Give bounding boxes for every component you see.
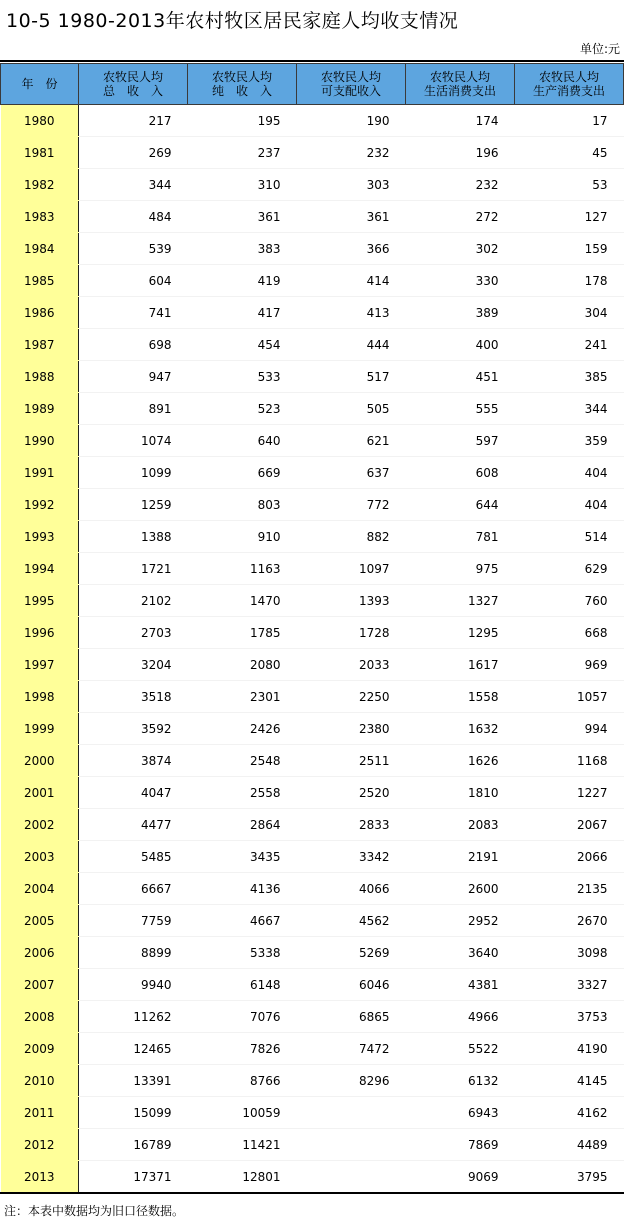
production-expenditure-cell: 668 [515,617,624,649]
net-income-cell: 383 [188,233,297,265]
disposable-income-cell: 3342 [297,841,406,873]
disposable-income-cell: 2520 [297,777,406,809]
total-income-cell: 1721 [79,553,188,585]
production-expenditure-cell: 3753 [515,1001,624,1033]
production-expenditure-cell: 3327 [515,969,624,1001]
year-cell: 2011 [1,1097,79,1129]
table-row [1,969,624,1001]
total-income-cell: 15099 [79,1097,188,1129]
year-cell: 2012 [1,1129,79,1161]
total-income-cell: 741 [79,297,188,329]
production-expenditure-cell: 969 [515,649,624,681]
year-cell: 1999 [1,713,79,745]
total-income-cell: 1259 [79,489,188,521]
living-expenditure-cell: 7869 [406,1129,515,1161]
production-expenditure-cell: 53 [515,169,624,201]
production-expenditure-cell: 45 [515,137,624,169]
net-income-cell: 669 [188,457,297,489]
total-income-cell: 891 [79,393,188,425]
table-row [1,489,624,521]
year-cell: 1983 [1,201,79,233]
total-income-cell: 12465 [79,1033,188,1065]
table-row [1,361,624,393]
disposable-income-cell: 772 [297,489,406,521]
data-table [0,63,624,1193]
year-cell: 2008 [1,1001,79,1033]
living-expenditure-cell: 4966 [406,1001,515,1033]
net-income-cell: 910 [188,521,297,553]
net-income-cell: 454 [188,329,297,361]
total-income-cell: 698 [79,329,188,361]
production-expenditure-cell: 1057 [515,681,624,713]
production-expenditure-cell: 760 [515,585,624,617]
year-cell: 1990 [1,425,79,457]
top-rule [0,60,624,62]
net-income-cell: 4667 [188,905,297,937]
year-cell: 1986 [1,297,79,329]
total-income-cell: 1099 [79,457,188,489]
year-cell: 1981 [1,137,79,169]
net-income-cell: 8766 [188,1065,297,1097]
unit-label: 单位:元 [579,42,620,56]
net-income-cell: 2548 [188,745,297,777]
disposable-income-cell: 7472 [297,1033,406,1065]
bottom-rule [0,1192,624,1194]
net-income-cell: 2426 [188,713,297,745]
living-expenditure-cell: 2600 [406,873,515,905]
table-row [1,1161,624,1193]
net-income-cell: 4136 [188,873,297,905]
living-expenditure-cell: 400 [406,329,515,361]
net-income-cell: 2558 [188,777,297,809]
net-income-cell: 11421 [188,1129,297,1161]
net-income-cell: 1163 [188,553,297,585]
table-row [1,329,624,361]
disposable-income-cell: 637 [297,457,406,489]
living-expenditure-cell: 597 [406,425,515,457]
table-row [1,137,624,169]
production-expenditure-cell: 2066 [515,841,624,873]
production-expenditure-cell: 304 [515,297,624,329]
production-expenditure-cell: 2670 [515,905,624,937]
production-expenditure-cell: 385 [515,361,624,393]
production-expenditure-cell: 1168 [515,745,624,777]
year-cell: 2003 [1,841,79,873]
table-row [1,585,624,617]
year-cell: 1995 [1,585,79,617]
year-cell: 1984 [1,233,79,265]
header-year: 年 份 [1,64,79,105]
total-income-cell: 3592 [79,713,188,745]
production-expenditure-cell: 127 [515,201,624,233]
table-row [1,1097,624,1129]
net-income-cell: 523 [188,393,297,425]
disposable-income-cell: 621 [297,425,406,457]
production-expenditure-cell: 4145 [515,1065,624,1097]
production-expenditure-cell: 1227 [515,777,624,809]
production-expenditure-cell: 159 [515,233,624,265]
production-expenditure-cell: 2067 [515,809,624,841]
table-row [1,809,624,841]
year-cell: 1987 [1,329,79,361]
total-income-cell: 484 [79,201,188,233]
total-income-cell: 5485 [79,841,188,873]
disposable-income-cell: 444 [297,329,406,361]
year-cell: 1982 [1,169,79,201]
net-income-cell: 237 [188,137,297,169]
table-row [1,649,624,681]
net-income-cell: 5338 [188,937,297,969]
table-row [1,169,624,201]
footnote: 注：本表中数据均为旧口径数据。 [4,1204,185,1218]
disposable-income-cell: 505 [297,393,406,425]
disposable-income-cell: 2380 [297,713,406,745]
disposable-income-cell: 8296 [297,1065,406,1097]
production-expenditure-cell: 4162 [515,1097,624,1129]
header-total-income: 农牧民人均 总 收 入 [79,64,188,105]
living-expenditure-cell: 1632 [406,713,515,745]
production-expenditure-cell: 17 [515,105,624,137]
page-title: 10-5 1980-2013年农村牧区居民家庭人均收支情况 [6,10,459,32]
disposable-income-cell: 232 [297,137,406,169]
table-row [1,713,624,745]
table-row [1,233,624,265]
total-income-cell: 269 [79,137,188,169]
year-cell: 2006 [1,937,79,969]
year-cell: 1989 [1,393,79,425]
production-expenditure-cell: 4190 [515,1033,624,1065]
total-income-cell: 7759 [79,905,188,937]
production-expenditure-cell: 344 [515,393,624,425]
year-cell: 2013 [1,1161,79,1193]
year-cell: 1980 [1,105,79,137]
total-income-cell: 344 [79,169,188,201]
living-expenditure-cell: 272 [406,201,515,233]
disposable-income-cell: 414 [297,265,406,297]
disposable-income-cell: 361 [297,201,406,233]
net-income-cell: 12801 [188,1161,297,1193]
year-cell: 1985 [1,265,79,297]
year-cell: 1994 [1,553,79,585]
disposable-income-cell: 6865 [297,1001,406,1033]
living-expenditure-cell: 4381 [406,969,515,1001]
table-row [1,681,624,713]
living-expenditure-cell: 1810 [406,777,515,809]
production-expenditure-cell: 514 [515,521,624,553]
living-expenditure-cell: 5522 [406,1033,515,1065]
header-net-income: 农牧民人均 纯 收 入 [188,64,297,105]
table-row [1,937,624,969]
year-cell: 2005 [1,905,79,937]
table-row [1,873,624,905]
net-income-cell: 640 [188,425,297,457]
production-expenditure-cell: 178 [515,265,624,297]
net-income-cell: 7826 [188,1033,297,1065]
total-income-cell: 3204 [79,649,188,681]
net-income-cell: 6148 [188,969,297,1001]
total-income-cell: 947 [79,361,188,393]
table-row [1,617,624,649]
disposable-income-cell: 5269 [297,937,406,969]
table-row [1,777,624,809]
total-income-cell: 1388 [79,521,188,553]
disposable-income-cell [297,1097,406,1129]
living-expenditure-cell: 2083 [406,809,515,841]
disposable-income-cell: 2833 [297,809,406,841]
net-income-cell: 3435 [188,841,297,873]
disposable-income-cell: 882 [297,521,406,553]
net-income-cell: 1785 [188,617,297,649]
table-row [1,1129,624,1161]
living-expenditure-cell: 1295 [406,617,515,649]
disposable-income-cell: 517 [297,361,406,393]
total-income-cell: 6667 [79,873,188,905]
total-income-cell: 11262 [79,1001,188,1033]
disposable-income-cell: 2250 [297,681,406,713]
header-production-expenditure: 农牧民人均 生产消费支出 [515,64,624,105]
table-header [1,64,624,105]
living-expenditure-cell: 555 [406,393,515,425]
year-cell: 2009 [1,1033,79,1065]
table-row [1,265,624,297]
year-cell: 1998 [1,681,79,713]
living-expenditure-cell: 196 [406,137,515,169]
net-income-cell: 195 [188,105,297,137]
header-living-expenditure: 农牧民人均 生活消费支出 [406,64,515,105]
net-income-cell: 1470 [188,585,297,617]
year-cell: 1988 [1,361,79,393]
total-income-cell: 1074 [79,425,188,457]
disposable-income-cell: 2033 [297,649,406,681]
total-income-cell: 9940 [79,969,188,1001]
total-income-cell: 4047 [79,777,188,809]
total-income-cell: 2703 [79,617,188,649]
table-row [1,393,624,425]
living-expenditure-cell: 302 [406,233,515,265]
total-income-cell: 8899 [79,937,188,969]
total-income-cell: 4477 [79,809,188,841]
table-row [1,1001,624,1033]
year-cell: 2002 [1,809,79,841]
disposable-income-cell: 4066 [297,873,406,905]
total-income-cell: 604 [79,265,188,297]
year-cell: 1992 [1,489,79,521]
living-expenditure-cell: 232 [406,169,515,201]
production-expenditure-cell: 404 [515,489,624,521]
total-income-cell: 16789 [79,1129,188,1161]
total-income-cell: 539 [79,233,188,265]
total-income-cell: 17371 [79,1161,188,1193]
disposable-income-cell: 366 [297,233,406,265]
table-row [1,201,624,233]
production-expenditure-cell: 3795 [515,1161,624,1193]
disposable-income-cell [297,1129,406,1161]
table-body [1,105,624,1193]
table-row [1,105,624,137]
net-income-cell: 310 [188,169,297,201]
disposable-income-cell: 303 [297,169,406,201]
disposable-income-cell: 6046 [297,969,406,1001]
disposable-income-cell: 1393 [297,585,406,617]
net-income-cell: 2864 [188,809,297,841]
living-expenditure-cell: 2952 [406,905,515,937]
production-expenditure-cell: 359 [515,425,624,457]
total-income-cell: 217 [79,105,188,137]
living-expenditure-cell: 2191 [406,841,515,873]
living-expenditure-cell: 389 [406,297,515,329]
net-income-cell: 361 [188,201,297,233]
net-income-cell: 10059 [188,1097,297,1129]
living-expenditure-cell: 174 [406,105,515,137]
table-row [1,553,624,585]
living-expenditure-cell: 330 [406,265,515,297]
production-expenditure-cell: 4489 [515,1129,624,1161]
living-expenditure-cell: 1327 [406,585,515,617]
living-expenditure-cell: 781 [406,521,515,553]
living-expenditure-cell: 9069 [406,1161,515,1193]
table-row [1,745,624,777]
year-cell: 1997 [1,649,79,681]
disposable-income-cell: 1097 [297,553,406,585]
net-income-cell: 419 [188,265,297,297]
year-cell: 1993 [1,521,79,553]
production-expenditure-cell: 404 [515,457,624,489]
living-expenditure-cell: 6943 [406,1097,515,1129]
table-row [1,841,624,873]
production-expenditure-cell: 629 [515,553,624,585]
net-income-cell: 7076 [188,1001,297,1033]
table-row [1,425,624,457]
year-cell: 2001 [1,777,79,809]
living-expenditure-cell: 3640 [406,937,515,969]
production-expenditure-cell: 3098 [515,937,624,969]
disposable-income-cell: 4562 [297,905,406,937]
living-expenditure-cell: 975 [406,553,515,585]
net-income-cell: 533 [188,361,297,393]
total-income-cell: 3518 [79,681,188,713]
year-cell: 1996 [1,617,79,649]
table-row [1,905,624,937]
table-row [1,297,624,329]
header-row [1,64,624,105]
total-income-cell: 3874 [79,745,188,777]
living-expenditure-cell: 1558 [406,681,515,713]
disposable-income-cell: 190 [297,105,406,137]
year-cell: 1991 [1,457,79,489]
disposable-income-cell: 413 [297,297,406,329]
production-expenditure-cell: 2135 [515,873,624,905]
disposable-income-cell [297,1161,406,1193]
living-expenditure-cell: 1626 [406,745,515,777]
table-row [1,1033,624,1065]
total-income-cell: 13391 [79,1065,188,1097]
header-disposable-income: 农牧民人均 可支配收入 [297,64,406,105]
living-expenditure-cell: 1617 [406,649,515,681]
living-expenditure-cell: 644 [406,489,515,521]
living-expenditure-cell: 451 [406,361,515,393]
net-income-cell: 2301 [188,681,297,713]
year-cell: 2004 [1,873,79,905]
table-row [1,457,624,489]
year-cell: 2000 [1,745,79,777]
year-cell: 2007 [1,969,79,1001]
year-cell: 2010 [1,1065,79,1097]
net-income-cell: 803 [188,489,297,521]
disposable-income-cell: 1728 [297,617,406,649]
production-expenditure-cell: 241 [515,329,624,361]
production-expenditure-cell: 994 [515,713,624,745]
net-income-cell: 2080 [188,649,297,681]
net-income-cell: 417 [188,297,297,329]
table-row [1,521,624,553]
table-row [1,1065,624,1097]
living-expenditure-cell: 608 [406,457,515,489]
disposable-income-cell: 2511 [297,745,406,777]
total-income-cell: 2102 [79,585,188,617]
living-expenditure-cell: 6132 [406,1065,515,1097]
